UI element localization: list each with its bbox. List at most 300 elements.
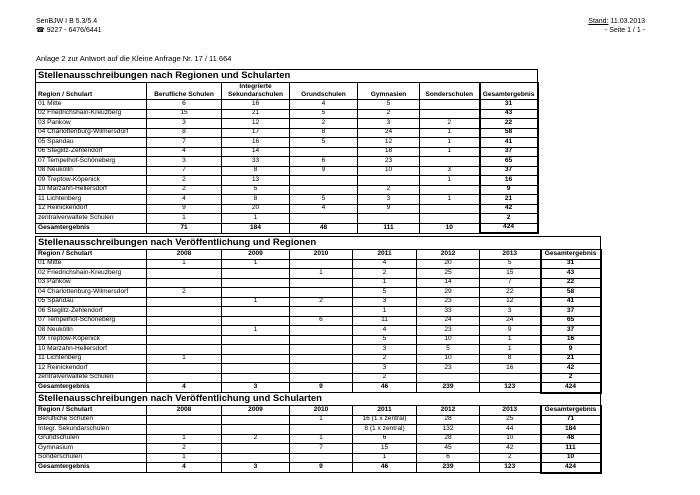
table-row [36, 415, 601, 425]
row-label: 10 Marzahn-Hellersdorf [36, 185, 147, 195]
table-cell: 1 [290, 269, 353, 279]
table-cell: 13 [222, 176, 290, 186]
table-cell: 18 [358, 147, 420, 157]
total-cell: 3 [222, 383, 290, 393]
table-cell: 3 [353, 345, 417, 355]
table-cell [290, 278, 353, 288]
table-cell: 2 [358, 185, 420, 195]
table-cell: 31 [480, 100, 538, 110]
table-cell: 23 [358, 157, 420, 167]
table-cell: 1 [222, 259, 290, 269]
table-cell [290, 364, 353, 374]
total-cell: 48 [290, 223, 358, 233]
table-row [36, 259, 601, 269]
table-cell [147, 316, 222, 326]
table-cell: 65 [480, 157, 538, 167]
table-cell: 2 [353, 354, 417, 364]
total-cell: 424 [541, 463, 601, 473]
table-cell: 7 [480, 278, 541, 288]
total-cell: 46 [353, 463, 417, 473]
total-label: Gesamtergebnis [36, 463, 147, 473]
table-cell [222, 278, 290, 288]
table-cell: 8 [290, 128, 358, 138]
column-header: 2008 [147, 406, 222, 416]
table-cell: 2 [147, 176, 222, 186]
table-cell [147, 415, 222, 425]
table-cell: 17 [222, 128, 290, 138]
table-cell: 5 [358, 100, 420, 110]
table-cell [290, 288, 353, 298]
row-label: 09 Treptow-Köpenick [36, 176, 147, 186]
table-cell [147, 326, 222, 336]
table-cell: 3 [480, 307, 541, 317]
row-label: 02 Friedrichshain-Kreuzberg [36, 269, 147, 279]
table-cell [290, 326, 353, 336]
table-cell: 2 [290, 119, 358, 129]
table-cell: 43 [541, 269, 601, 279]
table-cell: 1 [353, 307, 417, 317]
table-cell: 37 [480, 166, 538, 176]
table1-title-row [36, 70, 538, 83]
table-cell: 20 [222, 204, 290, 214]
column-header: Region / Schulart [36, 83, 147, 100]
phone-icon: ☎ [36, 27, 45, 34]
table-row [36, 100, 538, 110]
total-cell: 10 [420, 223, 480, 233]
table-cell: 10 [417, 335, 480, 345]
column-header: Region / Schulart [36, 250, 147, 260]
column-header: Integrierte Sekundarschulen [222, 83, 290, 100]
table-cell: 21 [222, 109, 290, 119]
table-cell: 6 [353, 434, 417, 444]
total-cell: 4 [147, 463, 222, 473]
table-row [36, 453, 601, 463]
table-cell: 7 [290, 444, 353, 454]
column-header: 2013 [480, 250, 541, 260]
table-cell [222, 269, 290, 279]
table-cell: 4 [290, 100, 358, 110]
table-cell: 5 [290, 195, 358, 205]
table-cell [420, 185, 480, 195]
row-label: 06 Steglitz-Zehlendorf [36, 307, 147, 317]
table-cell: 58 [541, 288, 601, 298]
table-cell: 9 [147, 204, 222, 214]
table-row [36, 128, 538, 138]
table-cell: 10 [417, 354, 480, 364]
table-cell: 1 [353, 278, 417, 288]
table-cell [420, 204, 480, 214]
table2-header-row [36, 250, 601, 260]
phone-line [36, 26, 102, 35]
row-label: 07 Tempelhof-Schöneberg [36, 316, 147, 326]
row-label: 12 Reinickendorf [36, 364, 147, 374]
table-cell: 1 [420, 138, 480, 148]
table-cell [222, 373, 290, 383]
column-header: Sonderschulen [420, 83, 480, 100]
table-cell: 1 [222, 326, 290, 336]
table3-total-row [36, 463, 601, 473]
table-row [36, 444, 601, 454]
table-cell [358, 214, 420, 224]
table-cell: 8 (1 x zentral) [353, 425, 417, 435]
table-row [36, 176, 538, 186]
table-cell: 42 [480, 204, 538, 214]
total-cell: 424 [541, 383, 601, 393]
table-cell: 1 [420, 176, 480, 186]
table-cell: 15 [147, 109, 222, 119]
total-cell: 184 [222, 223, 290, 233]
table-row [36, 195, 538, 205]
table-cell: 3 [353, 364, 417, 374]
table-row [36, 185, 538, 195]
column-header: 2010 [290, 406, 353, 416]
table-cell: 5 [353, 335, 417, 345]
table-cell: 7 [147, 138, 222, 148]
table-cell: 23 [417, 326, 480, 336]
table-row [36, 364, 601, 374]
table-publication-by-region [35, 236, 602, 394]
table-cell: 3 [420, 166, 480, 176]
table-cell: 1 [420, 128, 480, 138]
table-row [36, 147, 538, 157]
table-cell [222, 354, 290, 364]
table-cell: 11 [353, 316, 417, 326]
table-row [36, 434, 601, 444]
table-cell: 8 [147, 128, 222, 138]
total-cell: 424 [480, 223, 538, 233]
table-cell: 2 [480, 453, 541, 463]
table-cell [290, 214, 358, 224]
table-cell [222, 453, 290, 463]
table-cell: 14 [222, 147, 290, 157]
table-cell: 41 [480, 138, 538, 148]
table-cell [420, 157, 480, 167]
table-cell: 16 [480, 176, 538, 186]
stand-date: 11.03.2013 [610, 18, 645, 25]
total-cell: 9 [290, 463, 353, 473]
table1-title: Stellenausschreibungen nach Regionen und Schularten [36, 70, 538, 83]
table-cell: 22 [541, 278, 601, 288]
total-cell: 3 [222, 463, 290, 473]
table-cell: 25 [480, 415, 541, 425]
table-cell: 1 [147, 453, 222, 463]
table-cell: 16 [222, 100, 290, 110]
table-cell [222, 316, 290, 326]
table-row [36, 288, 601, 298]
column-header: 2009 [222, 250, 290, 260]
document-header-left [36, 17, 102, 35]
table-cell: 9 [541, 345, 601, 355]
column-header: Gesamtergebnis [541, 250, 601, 260]
table-cell: 16 [222, 138, 290, 148]
table-cell: 3 [353, 297, 417, 307]
table-cell: 1 [147, 259, 222, 269]
table-cell: 6 [147, 100, 222, 110]
table-cell: 24 [417, 316, 480, 326]
table-cell: 23 [417, 297, 480, 307]
column-header: 2011 [353, 406, 417, 416]
column-header: Gesamtergebnis [480, 83, 538, 100]
table-cell: 12 [222, 119, 290, 129]
table2-total-row [36, 383, 601, 393]
total-cell: 123 [480, 463, 541, 473]
table-cell: 43 [480, 109, 538, 119]
table-cell [420, 100, 480, 110]
table-cell: 4 [147, 147, 222, 157]
table-publication-by-school-type [35, 392, 602, 474]
table-cell: 4 [353, 259, 417, 269]
table-cell [147, 269, 222, 279]
table-cell: 25 [417, 269, 480, 279]
table-cell: 31 [541, 259, 601, 269]
table1-total-row [36, 223, 538, 233]
table-cell: 3 [147, 119, 222, 129]
total-cell: 71 [147, 223, 222, 233]
table-cell: 16 [541, 335, 601, 345]
table2-title-row [36, 237, 601, 250]
table-cell: 2 [290, 297, 353, 307]
table-cell [420, 109, 480, 119]
table-cell [290, 345, 353, 355]
table-cell [147, 373, 222, 383]
table-cell: 1 [290, 415, 353, 425]
column-header: 2009 [222, 406, 290, 416]
table3-header-row [36, 406, 601, 416]
table-cell: 21 [541, 354, 601, 364]
total-cell: 111 [358, 223, 420, 233]
table-cell: 48 [541, 434, 601, 444]
table-cell: 5 [353, 288, 417, 298]
row-label: 11 Lichtenberg [36, 195, 147, 205]
phone-number: 9227 - 6476/6441 [46, 27, 102, 34]
table-cell [222, 288, 290, 298]
total-cell: 4 [147, 383, 222, 393]
row-label: 06 Steglitz-Zehlendorf [36, 147, 147, 157]
row-label: 01 Mitte [36, 100, 147, 110]
table-cell [290, 335, 353, 345]
table-row [36, 297, 601, 307]
table-cell: 22 [480, 288, 541, 298]
table-cell: 20 [417, 259, 480, 269]
table3-title: Stellenausschreibungen nach Veröffentlichung und Schularten [36, 393, 601, 406]
table-cell: 33 [417, 307, 480, 317]
table-cell: 5 [480, 259, 541, 269]
table2-title: Stellenausschreibungen nach Veröffentlichung und Regionen [36, 237, 601, 250]
table-regions-by-school-type [35, 69, 539, 234]
table-cell: 4 [353, 326, 417, 336]
table-cell [290, 453, 353, 463]
table-cell: 5 [417, 345, 480, 355]
table-cell: 3 [358, 195, 420, 205]
table-row [36, 307, 601, 317]
table-cell [147, 278, 222, 288]
table-row [36, 166, 538, 176]
table-cell [290, 259, 353, 269]
table-cell: 28 [417, 434, 480, 444]
table-cell: 12 [480, 297, 541, 307]
row-label: 03 Pankow [36, 119, 147, 129]
table-row [36, 345, 601, 355]
row-label: 09 Treptow-Köpenick [36, 335, 147, 345]
row-label: 11 Lichtenberg [36, 354, 147, 364]
table-cell: 2 [353, 269, 417, 279]
total-cell: 239 [417, 463, 480, 473]
row-label: 08 Neukölln [36, 326, 147, 336]
table-cell: 37 [541, 326, 601, 336]
table-cell: 58 [480, 128, 538, 138]
table-cell: 6 [290, 157, 358, 167]
table-cell [222, 415, 290, 425]
table-row [36, 204, 538, 214]
table-cell: 2 [353, 373, 417, 383]
column-header: Gymnasien [358, 83, 420, 100]
table3-title-row [36, 393, 601, 406]
table-cell: 1 [480, 345, 541, 355]
column-header: 2012 [417, 250, 480, 260]
total-label: Gesamtergebnis [36, 223, 147, 233]
row-label: zentralverwaltete Schulen [36, 373, 147, 383]
table-cell: 1 [353, 453, 417, 463]
table-cell: 9 [290, 166, 358, 176]
table-cell: 1 [290, 434, 353, 444]
table-cell: 41 [541, 297, 601, 307]
table-row [36, 157, 538, 167]
table-cell [480, 373, 541, 383]
table-cell: 29 [417, 288, 480, 298]
row-label: 05 Spandau [36, 297, 147, 307]
table-cell: 65 [541, 316, 601, 326]
table1-header-row [36, 83, 538, 100]
table-cell: 24 [480, 316, 541, 326]
table-cell [147, 345, 222, 355]
table-cell [222, 444, 290, 454]
column-header: 2012 [417, 406, 480, 416]
table-cell: 1 [420, 195, 480, 205]
row-label: 04 Charlottenburg-Wilmersdorf [36, 128, 147, 138]
table-row [36, 214, 538, 224]
table-cell: 2 [480, 214, 538, 224]
table-cell: 9 [480, 185, 538, 195]
row-label: 01 Mitte [36, 259, 147, 269]
table-cell: 45 [417, 444, 480, 454]
table-cell: 111 [541, 444, 601, 454]
table-cell [290, 307, 353, 317]
total-cell: 123 [480, 383, 541, 393]
row-label: 07 Tempelhof-Schöneberg [36, 157, 147, 167]
table-cell [290, 185, 358, 195]
table-cell: 1 [420, 147, 480, 157]
table-cell: 1 [222, 297, 290, 307]
table-cell: 5 [290, 138, 358, 148]
table-cell: 42 [480, 444, 541, 454]
column-header: Region / Schulart [36, 406, 147, 416]
table-row [36, 335, 601, 345]
table-cell: 42 [541, 364, 601, 374]
table-cell: 1 [480, 335, 541, 345]
stand-label: Stand: [588, 18, 609, 25]
table-row [36, 425, 601, 435]
table-cell: 6 [417, 453, 480, 463]
table-cell: 5 [222, 185, 290, 195]
table-cell: 15 [353, 444, 417, 454]
table-cell: 14 [417, 278, 480, 288]
table-cell [222, 364, 290, 374]
table-cell: 1 [222, 214, 290, 224]
table-cell: 24 [358, 128, 420, 138]
row-label: 03 Pankow [36, 278, 147, 288]
table-cell [290, 176, 358, 186]
table-cell: 3 [147, 157, 222, 167]
table-cell: 16 [480, 364, 541, 374]
row-label: 10 Marzahn-Hellersdorf [36, 345, 147, 355]
table-cell [222, 425, 290, 435]
table-cell [290, 373, 353, 383]
column-header: 2011 [353, 250, 417, 260]
row-label: Integr. Sekundarschulen [36, 425, 147, 435]
total-label: Gesamtergebnis [36, 383, 147, 393]
column-header: 2013 [480, 406, 541, 416]
total-cell: 46 [353, 383, 417, 393]
table-cell: 184 [541, 425, 601, 435]
table-cell [290, 354, 353, 364]
table-cell: 1 [147, 214, 222, 224]
row-label: 02 Friedrichshain-Kreuzberg [36, 109, 147, 119]
row-label: 08 Neukölln [36, 166, 147, 176]
table-cell: 5 [290, 109, 358, 119]
row-label: 04 Charlottenburg-Wilmersdorf [36, 288, 147, 298]
table-cell: 22 [480, 119, 538, 129]
table-cell: 37 [480, 147, 538, 157]
table-row [36, 354, 601, 364]
column-header: Gesamtergebnis [541, 406, 601, 416]
table-cell [147, 364, 222, 374]
table-cell: 1 [147, 354, 222, 364]
table-row [36, 373, 601, 383]
table-cell: 7 [147, 166, 222, 176]
table-cell [222, 345, 290, 355]
table-cell: 23 [417, 364, 480, 374]
row-label: 12 Reinickendorf [36, 204, 147, 214]
table-cell: 10 [358, 166, 420, 176]
row-label: Gymnasium [36, 444, 147, 454]
table-cell [222, 335, 290, 345]
table-cell: 6 [290, 316, 353, 326]
table-row [36, 278, 601, 288]
table-cell: 10 [541, 453, 601, 463]
table-cell: 44 [480, 425, 541, 435]
table-cell: 33 [222, 157, 290, 167]
table-cell: 16 (1 x zentral) [353, 415, 417, 425]
table-cell [420, 214, 480, 224]
table-cell: 15 [480, 269, 541, 279]
table-cell: 1 [147, 434, 222, 444]
table-row [36, 109, 538, 119]
table-cell: 2 [222, 434, 290, 444]
table-row [36, 269, 601, 279]
table-cell: 2 [420, 119, 480, 129]
table-cell [147, 297, 222, 307]
row-label: Grundschulen [36, 434, 147, 444]
column-header: 2010 [290, 250, 353, 260]
table-cell [147, 335, 222, 345]
column-header: Berufliche Schulen [147, 83, 222, 100]
page-indicator: - Seite 1 / 1 - [604, 27, 645, 34]
table-cell: 2 [147, 185, 222, 195]
table-cell [417, 373, 480, 383]
total-cell: 9 [290, 383, 353, 393]
table-cell: 12 [358, 138, 420, 148]
table-cell: 9 [358, 204, 420, 214]
